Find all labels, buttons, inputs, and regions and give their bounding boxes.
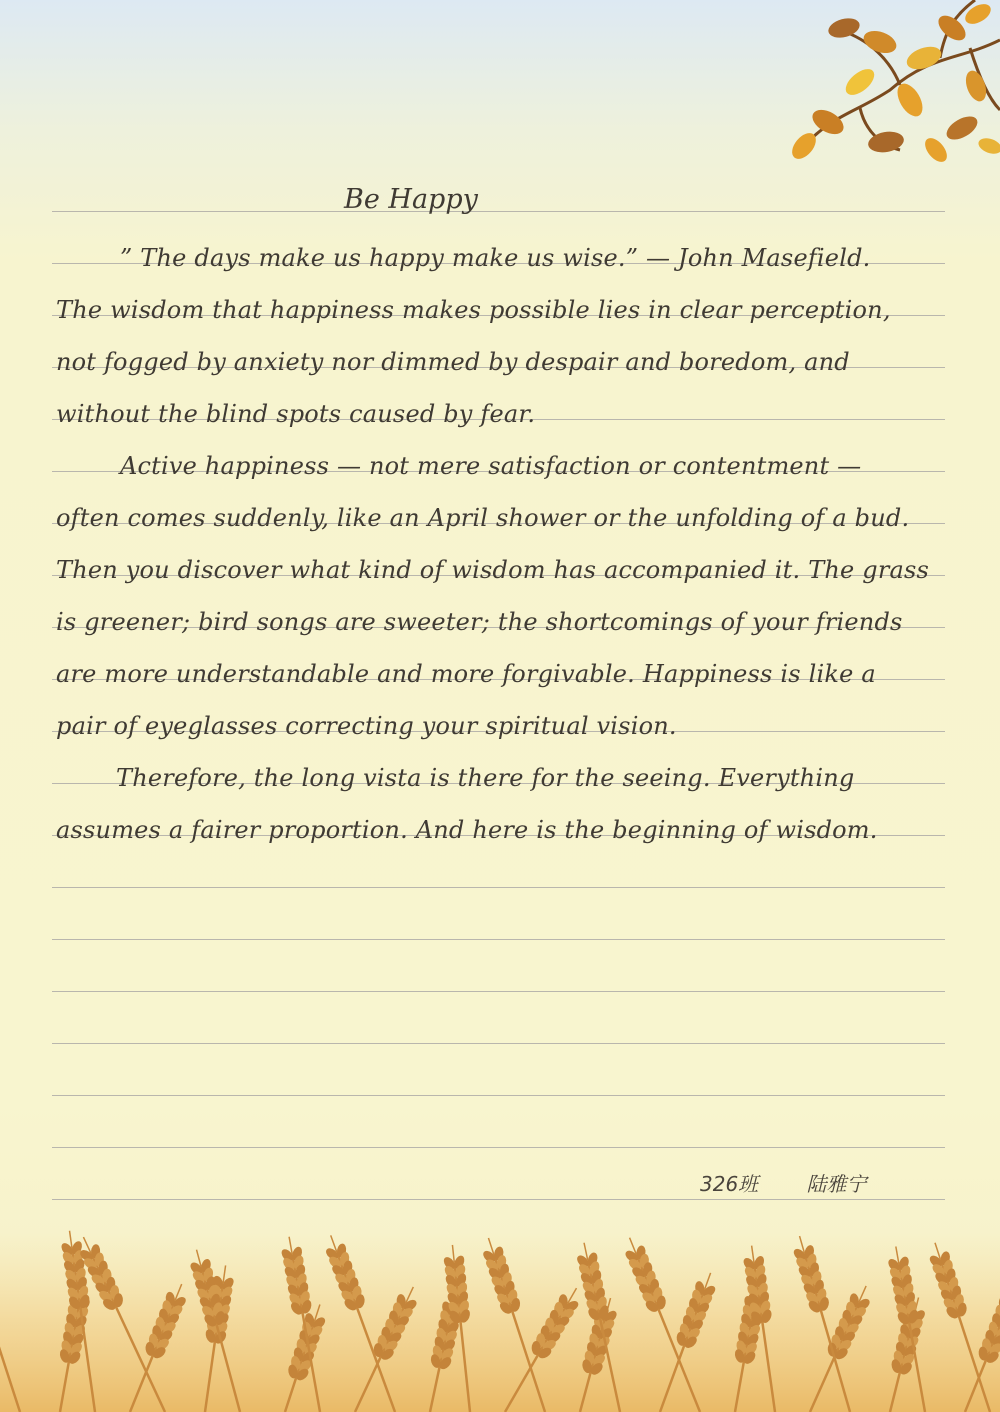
ruled-line [52,1043,945,1044]
ruled-line [52,991,945,992]
ruled-line [52,939,945,940]
body-line: is greener; bird songs are sweeter; the shortcomings of your friends [56,608,903,636]
body-line: often comes suddenly, like an April shower or the unfolding of a bud. [56,504,910,532]
ruled-line [52,1095,945,1096]
body-line: Active happiness — not mere satisfaction or contentment — [120,452,862,480]
ruled-line [52,211,945,212]
letter-title: Be Happy [344,184,478,215]
body-line: pair of eyeglasses correcting your spiritual vision. [56,712,677,740]
body-line: Therefore, the long vista is there for the seeing. Everything [116,764,855,792]
body-line: assumes a fairer proportion. And here is the beginning of wisdom. [56,816,878,844]
wheat-field-decoration [0,1172,1000,1412]
body-line: not fogged by anxiety nor dimmed by despair and boredom, and [56,348,850,376]
ruled-line [52,1147,945,1148]
body-line: ” The days make us happy make us wise.” — John Masefield. [120,244,871,272]
autumn-leaves-decoration [740,0,1000,170]
body-line: without the blind spots caused by fear. [56,400,536,428]
ruled-line [52,887,945,888]
body-line: Then you discover what kind of wisdom has accompanied it. The grass [56,556,930,584]
body-line: are more understandable and more forgivable. Happiness is like a [56,660,876,688]
signature-name: 陆雅宁 [806,1172,867,1196]
body-line: The wisdom that happiness makes possible lies in clear perception, [56,296,891,324]
signature-class: 326班 [700,1172,759,1196]
